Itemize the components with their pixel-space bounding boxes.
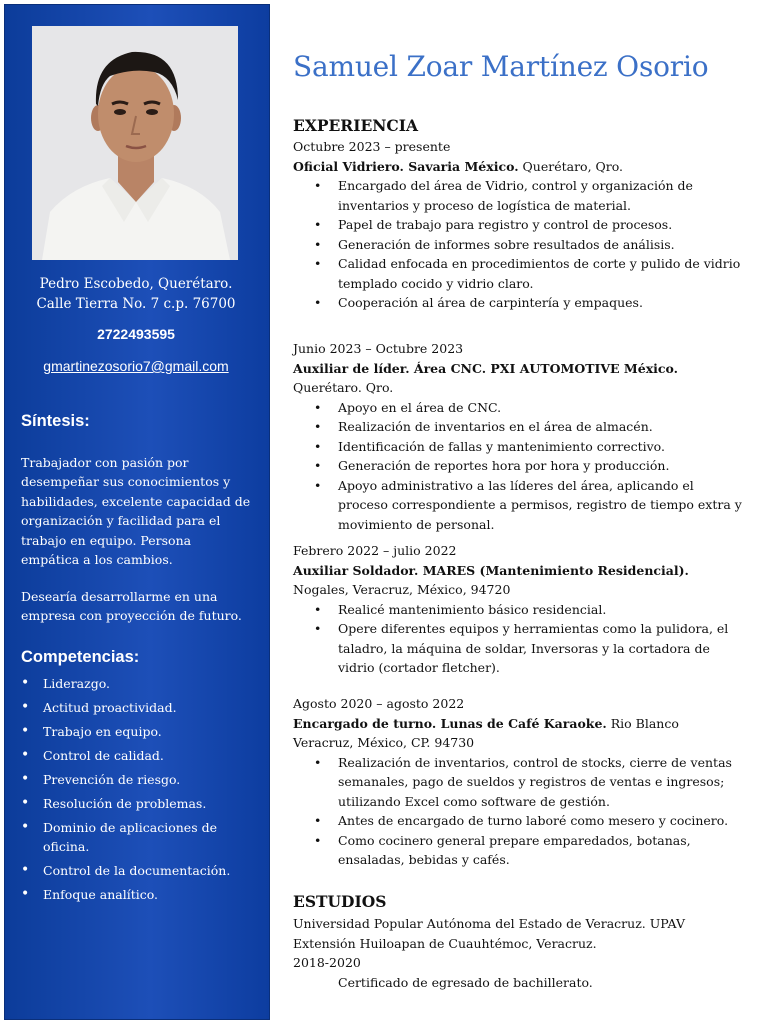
studies-heading: ESTUDIOS [293,892,387,911]
skill-item: • Dominio de aplicaciones de oficina. [21,818,261,857]
experience-heading: EXPERIENCIA [293,116,419,135]
skills-heading: Competencias: [21,648,140,666]
study-years: 2018-2020 [293,955,361,970]
job-title-line [293,359,743,398]
job-bullet: • Como cocinero general prepare emparedados, botanas, ensaladas, bebidas y cafés. [293,831,743,870]
email-link[interactable]: gmartinezosorio7@gmail.com [43,358,229,374]
job-bullet: • Papel de trabajo para registro y control de procesos. [293,215,743,235]
job-entry-2 [293,339,743,534]
synthesis-heading: Síntesis: [21,412,90,430]
skill-item: • Actitud proactividad. [21,698,261,717]
skill-item: • Resolución de problemas. [21,794,261,813]
address-line-2: Calle Tierra No. 7 c.p. 76700 [36,296,236,312]
job-bullets [293,176,743,313]
job-entry-4 [293,694,743,870]
job-bullet: • Antes de encargado de turno laboré como mesero y cocinero. [293,811,743,831]
job-bullet: • Calidad enfocada en procedimientos de corte y pulido de vidrio templado cocido y vidrio claro. [293,254,743,293]
candidate-name: Samuel Zoar Martínez Osorio [293,50,709,83]
job-title: Auxiliar Soldador. MARES (Mantenimiento Residencial). [293,562,689,578]
certificate: Certificado de egresado de bachillerato. [338,974,593,990]
job-bullet: • Apoyo en el área de CNC. [293,398,743,418]
job-bullet: • Identificación de fallas y mantenimiento correctivo. [293,437,743,457]
job-title: Encargado de turno. Lunas de Café Karaoke. [293,715,607,731]
job-title-line [293,157,743,177]
job-dates: Febrero 2022 – julio 2022 [293,543,457,558]
address-line-1: Pedro Escobedo, Querétaro. [39,276,233,292]
studies-entry [293,914,743,992]
phone-number: 2722493595 [97,326,175,342]
job-location: Rio Blanco Veracruz, México, CP. 94730 [293,715,679,750]
job-bullets [293,600,743,678]
skills-list [21,674,261,909]
school-name: Universidad Popular Autónoma del Estado de Veracruz. UPAV Extensión Huiloapan de Cuauhtémoc, Veracruz. [293,916,685,951]
job-bullets [293,398,743,535]
skill-item: • Liderazgo. [21,674,261,693]
job-bullet: • Encargado del área de Vidrio, control y organización de inventarios y proceso de logística de material. [293,176,743,215]
skill-item: • Enfoque analítico. [21,885,261,904]
skill-item: • Control de calidad. [21,746,261,765]
synthesis-paragraph-2: Desearía desarrollarme en una empresa con proyección de futuro. [21,589,242,624]
job-bullet: • Opere diferentes equipos y herramientas como la pulidora, el taladro, la máquina de soldar, Inversoras y la cortadora de vidrio (cortador fletcher). [293,619,743,678]
skill-item: • Control de la documentación. [21,861,261,880]
job-location: Querétaro, Qro. [518,158,624,174]
job-bullet: • Realicé mantenimiento básico residencial. [293,600,743,620]
skill-item: • Trabajo en equipo. [21,722,261,741]
job-dates: Junio 2023 – Octubre 2023 [293,341,464,356]
job-title: Auxiliar de líder. Área CNC. PXI AUTOMOTIVE México. [293,360,679,376]
job-title-line [293,561,743,600]
job-title-line [293,714,743,753]
job-bullet: • Realización de inventarios en el área de almacén. [293,417,743,437]
job-dates: Agosto 2020 – agosto 2022 [293,696,465,711]
profile-photo-illustration [32,26,238,260]
job-bullet: • Cooperación al área de carpintería y empaques. [293,293,743,313]
job-location: Querétaro. Qro. [293,380,394,395]
job-title: Oficial Vidriero. Savaria México. [293,158,519,174]
job-bullets [293,753,743,870]
job-entry-1 [293,137,743,313]
profile-photo [32,26,238,260]
job-dates: Octubre 2023 – presente [293,139,451,154]
job-location: Nogales, Veracruz, México, 94720 [293,582,511,597]
sidebar [0,0,272,1024]
job-bullet: • Apoyo administrativo a las líderes del área, aplicando el proceso correspondiente a permisos, registro de tiempo extra y movimiento de personal. [293,476,743,535]
job-entry-3 [293,541,743,678]
skill-item: • Prevención de riesgo. [21,770,261,789]
synthesis-paragraph-1: Trabajador con pasión por desempeñar sus conocimientos y habilidades, excelente capacidad de organización y facilidad para el trabajo en equipo. Persona empática a los cambios. [21,455,251,568]
job-bullet: • Generación de reportes hora por hora y producción. [293,456,743,476]
job-bullet: • Realización de inventarios, control de stocks, cierre de ventas semanales, pago de sueldos y registros de ventas e ingresos; utilizando Excel como software de gestión. [293,753,743,812]
job-bullet: • Generación de informes sobre resultados de análisis. [293,235,743,255]
